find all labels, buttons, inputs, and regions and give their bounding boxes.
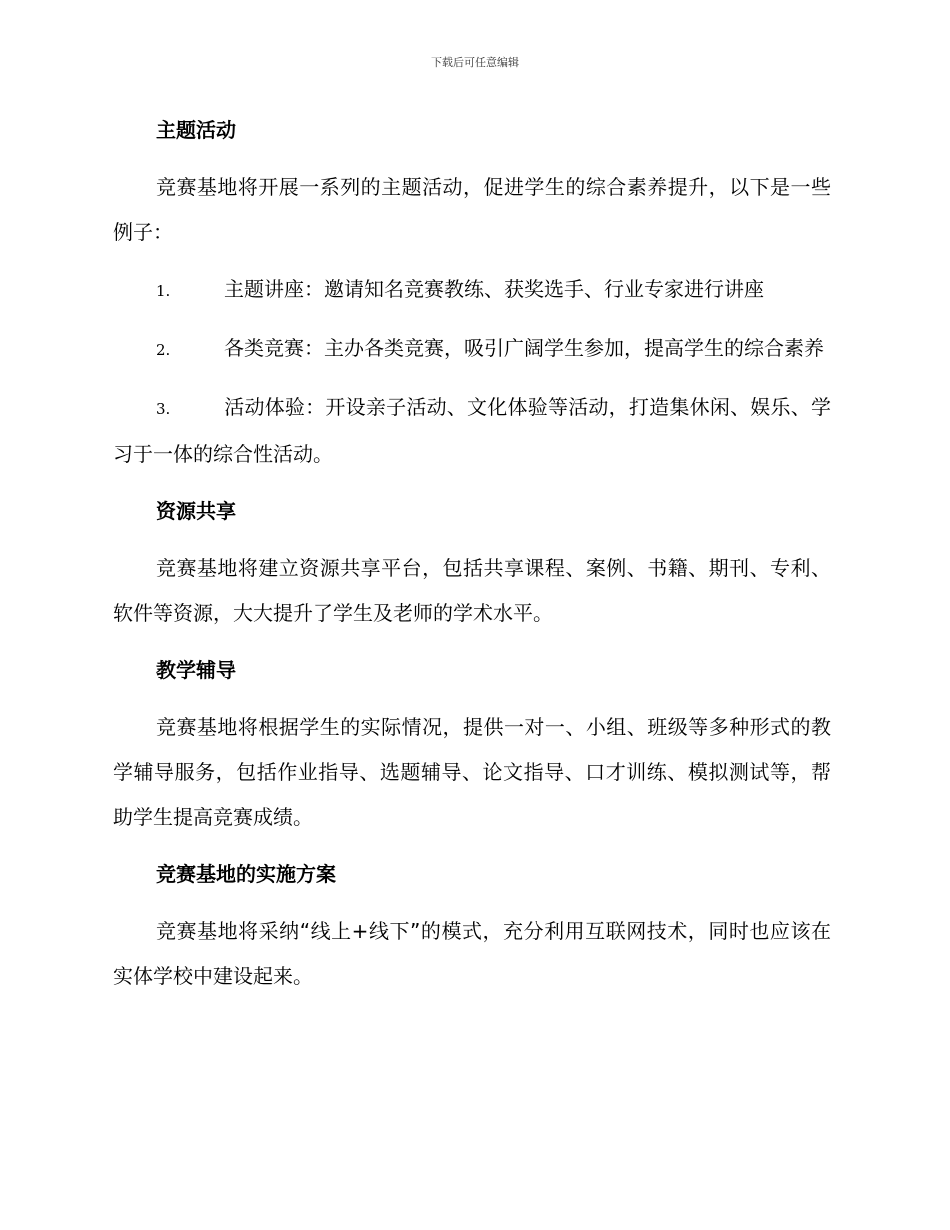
list-item-number: 2. — [156, 341, 171, 359]
document-body — [113, 108, 831, 1011]
list-item-text: 各类竞赛：主办各类竞赛，吸引广阔学生参加，提高学生的综合素养 — [224, 336, 824, 360]
page-header: 下载后可任意编辑 — [431, 56, 519, 69]
section-heading-tutoring: 教学辅导 — [156, 658, 236, 682]
list-item-number: 3. — [156, 400, 171, 418]
tutoring-paragraph: 竞赛基地将根据学生的实际情况，提供一对一、小组、班级等多种形式的教学辅导服务，包括作业指导、选题辅导、论文指导、口才训练、模拟测试等，帮助学生提高竞赛成绩。 — [113, 715, 831, 829]
implementation-paragraph: 竞赛基地将采纳“线上+线下”的模式，充分利用互联网技术，同时也应该在实体学校中建设起来。 — [113, 919, 831, 988]
list-item — [113, 267, 831, 314]
section-heading-resources: 资源共享 — [156, 499, 236, 523]
section-heading-implementation: 竞赛基地的实施方案 — [156, 862, 336, 886]
section-heading-theme: 主题活动 — [156, 118, 236, 142]
list-item-text: 主题讲座：邀请知名竞赛教练、获奖选手、行业专家进行讲座 — [224, 277, 764, 301]
list-item — [113, 385, 831, 477]
theme-intro-paragraph: 竞赛基地将开展一系列的主题活动，促进学生的综合素养提升，以下是一些例子： — [113, 175, 831, 244]
list-item-number: 1. — [156, 282, 171, 300]
resources-paragraph: 竞赛基地将建立资源共享平台，包括共享课程、案例、书籍、期刊、专利、软件等资源，大大提升了学生及老师的学术水平。 — [113, 556, 831, 625]
list-item-text: 活动体验：开设亲子活动、文化体验等活动，打造集休闲、娱乐、学习于一体的综合性活动。 — [113, 395, 831, 466]
list-item — [113, 326, 831, 373]
